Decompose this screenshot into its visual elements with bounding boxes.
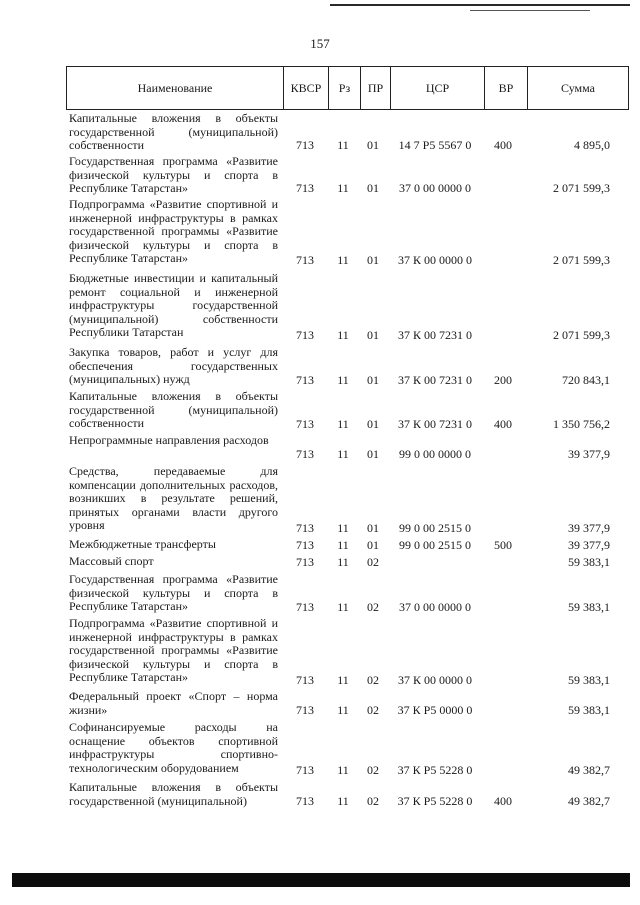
row-name: Межбюджетные трансферты xyxy=(69,537,216,551)
header-csr: ЦСР xyxy=(391,67,485,109)
row-kvsr: 713 xyxy=(296,521,314,536)
row-pr: 02 xyxy=(367,703,379,718)
table-row xyxy=(0,721,640,778)
header-name: Наименование xyxy=(67,67,284,109)
row-kvsr: 713 xyxy=(296,703,314,718)
row-vr: 400 xyxy=(494,138,512,153)
row-csr: 99 0 00 2515 0 xyxy=(399,521,471,536)
row-kvsr: 713 xyxy=(296,794,314,809)
row-name: Подпрограмма «Развитие спортивной и инженерной инфраструктуры в рамках государственной программы «Развитие физической культуры и спорта в Республике Татарстан» xyxy=(69,616,278,685)
row-name: Массовый спорт xyxy=(69,554,154,568)
row-pr: 01 xyxy=(367,328,379,343)
scan-bottom-border xyxy=(12,873,630,887)
row-rz: 11 xyxy=(337,417,349,432)
row-name: Бюджетные инвестиции и капитальный ремонт социальной и инженерной инфраструктуры государственной (муниципальной) собственности Республики Татарстан xyxy=(69,271,278,340)
row-sum: 720 843,1 xyxy=(562,373,610,388)
row-rz: 11 xyxy=(337,521,349,536)
row-pr: 02 xyxy=(367,673,379,688)
row-csr: 14 7 Р5 5567 0 xyxy=(398,138,472,153)
row-kvsr: 713 xyxy=(296,328,314,343)
header-rz: Рз xyxy=(329,67,361,109)
row-rz: 11 xyxy=(337,538,349,553)
row-rz: 11 xyxy=(337,447,349,462)
page-number: 157 xyxy=(310,36,330,51)
row-sum: 2 071 599,3 xyxy=(553,328,610,343)
row-kvsr: 713 xyxy=(296,763,314,778)
row-csr: 37 К 00 0000 0 xyxy=(397,673,472,688)
row-csr: 99 0 00 0000 0 xyxy=(399,447,471,462)
row-pr: 01 xyxy=(367,181,379,196)
row-kvsr: 713 xyxy=(296,538,314,553)
row-rz: 11 xyxy=(337,373,349,388)
row-name: Непрограммные направления расходов xyxy=(69,433,269,447)
table-row xyxy=(0,390,640,432)
header-vr: ВР xyxy=(485,67,528,109)
row-pr: 02 xyxy=(367,600,379,615)
row-sum: 39 377,9 xyxy=(568,521,610,536)
row-pr: 01 xyxy=(367,417,379,432)
row-rz: 11 xyxy=(337,794,349,809)
row-rz: 11 xyxy=(337,555,349,570)
row-pr: 02 xyxy=(367,763,379,778)
row-sum: 49 382,7 xyxy=(568,763,610,778)
row-kvsr: 713 xyxy=(296,417,314,432)
row-csr: 37 К 00 7231 0 xyxy=(397,417,472,432)
row-csr: 37 К 00 7231 0 xyxy=(397,328,472,343)
table-row xyxy=(0,690,640,718)
row-pr: 01 xyxy=(367,447,379,462)
table-row xyxy=(0,781,640,809)
row-name: Капитальные вложения в объекты государственной (муниципальной) собственности xyxy=(69,389,278,431)
row-sum: 39 377,9 xyxy=(568,538,610,553)
table-header xyxy=(66,66,629,110)
row-pr: 02 xyxy=(367,794,379,809)
row-pr: 01 xyxy=(367,253,379,268)
row-kvsr: 713 xyxy=(296,555,314,570)
row-rz: 11 xyxy=(337,328,349,343)
row-kvsr: 713 xyxy=(296,673,314,688)
row-vr: 400 xyxy=(494,417,512,432)
row-name: Государственная программа «Развитие физической культуры и спорта в Республике Татарстан» xyxy=(69,572,278,614)
row-rz: 11 xyxy=(337,253,349,268)
row-csr: 37 К 00 7231 0 xyxy=(397,373,472,388)
row-csr: 37 К Р5 5228 0 xyxy=(397,794,473,809)
row-sum: 59 383,1 xyxy=(568,673,610,688)
row-pr: 02 xyxy=(367,555,379,570)
row-kvsr: 713 xyxy=(296,138,314,153)
row-sum: 2 071 599,3 xyxy=(553,253,610,268)
row-vr: 500 xyxy=(494,538,512,553)
header-kvsr: КВСР xyxy=(284,67,329,109)
row-csr: 37 0 00 0000 0 xyxy=(399,600,471,615)
table-row xyxy=(0,538,640,553)
row-name: Подпрограмма «Развитие спортивной и инженерной инфраструктуры в рамках государственной программы «Развитие физической культуры и спорта в Республике Татарстан» xyxy=(69,197,278,266)
row-name: Капитальные вложения в объекты государственной (муниципальной) собственности xyxy=(69,111,278,153)
row-rz: 11 xyxy=(337,181,349,196)
row-sum: 4 895,0 xyxy=(574,138,610,153)
row-pr: 01 xyxy=(367,538,379,553)
row-sum: 2 071 599,3 xyxy=(553,181,610,196)
row-csr: 99 0 00 2515 0 xyxy=(399,538,471,553)
table-row xyxy=(0,155,640,196)
row-pr: 01 xyxy=(367,138,379,153)
top-rule xyxy=(330,4,630,6)
table-row xyxy=(0,573,640,615)
table-row xyxy=(0,434,640,462)
row-kvsr: 713 xyxy=(296,447,314,462)
table-row xyxy=(0,617,640,688)
row-name: Закупка товаров, работ и услуг для обеспечения государственных (муниципальных) нужд xyxy=(69,345,278,387)
table-row xyxy=(0,465,640,536)
row-name: Средства, передаваемые для компенсации дополнительных расходов, возникших в результате решений, принятых органами власти другого уровня xyxy=(69,464,278,533)
row-rz: 11 xyxy=(337,138,349,153)
row-kvsr: 713 xyxy=(296,253,314,268)
row-rz: 11 xyxy=(337,763,349,778)
row-kvsr: 713 xyxy=(296,600,314,615)
row-rz: 11 xyxy=(337,600,349,615)
row-pr: 01 xyxy=(367,373,379,388)
row-name: Федеральный проект «Спорт – норма жизни» xyxy=(69,689,278,717)
row-sum: 59 383,1 xyxy=(568,555,610,570)
row-name: Государственная программа «Развитие физической культуры и спорта в Республике Татарстан» xyxy=(69,154,278,196)
row-kvsr: 713 xyxy=(296,373,314,388)
row-csr: 37 0 00 0000 0 xyxy=(399,181,471,196)
row-kvsr: 713 xyxy=(296,181,314,196)
row-sum: 59 383,1 xyxy=(568,703,610,718)
table-row xyxy=(0,112,640,153)
row-sum: 39 377,9 xyxy=(568,447,610,462)
row-sum: 59 383,1 xyxy=(568,600,610,615)
table-row xyxy=(0,272,640,343)
row-vr: 200 xyxy=(494,373,512,388)
top-rule-secondary xyxy=(470,10,590,11)
row-csr: 37 К Р5 5228 0 xyxy=(397,763,473,778)
row-vr: 400 xyxy=(494,794,512,809)
row-sum: 49 382,7 xyxy=(568,794,610,809)
row-pr: 01 xyxy=(367,521,379,536)
header-pr: ПР xyxy=(361,67,391,109)
table-row xyxy=(0,198,640,268)
row-csr: 37 К Р5 0000 0 xyxy=(397,703,473,718)
row-rz: 11 xyxy=(337,703,349,718)
row-name: Капитальные вложения в объекты государственной (муниципальной) xyxy=(69,780,278,808)
row-sum: 1 350 756,2 xyxy=(553,417,610,432)
row-rz: 11 xyxy=(337,673,349,688)
table-row xyxy=(0,346,640,388)
row-csr: 37 К 00 0000 0 xyxy=(397,253,472,268)
table-row xyxy=(0,555,640,570)
row-name: Софинансируемые расходы на оснащение объектов спортивной инфраструктуры спортивно-технологическим оборудованием xyxy=(69,720,278,775)
header-sum: Сумма xyxy=(561,80,595,95)
